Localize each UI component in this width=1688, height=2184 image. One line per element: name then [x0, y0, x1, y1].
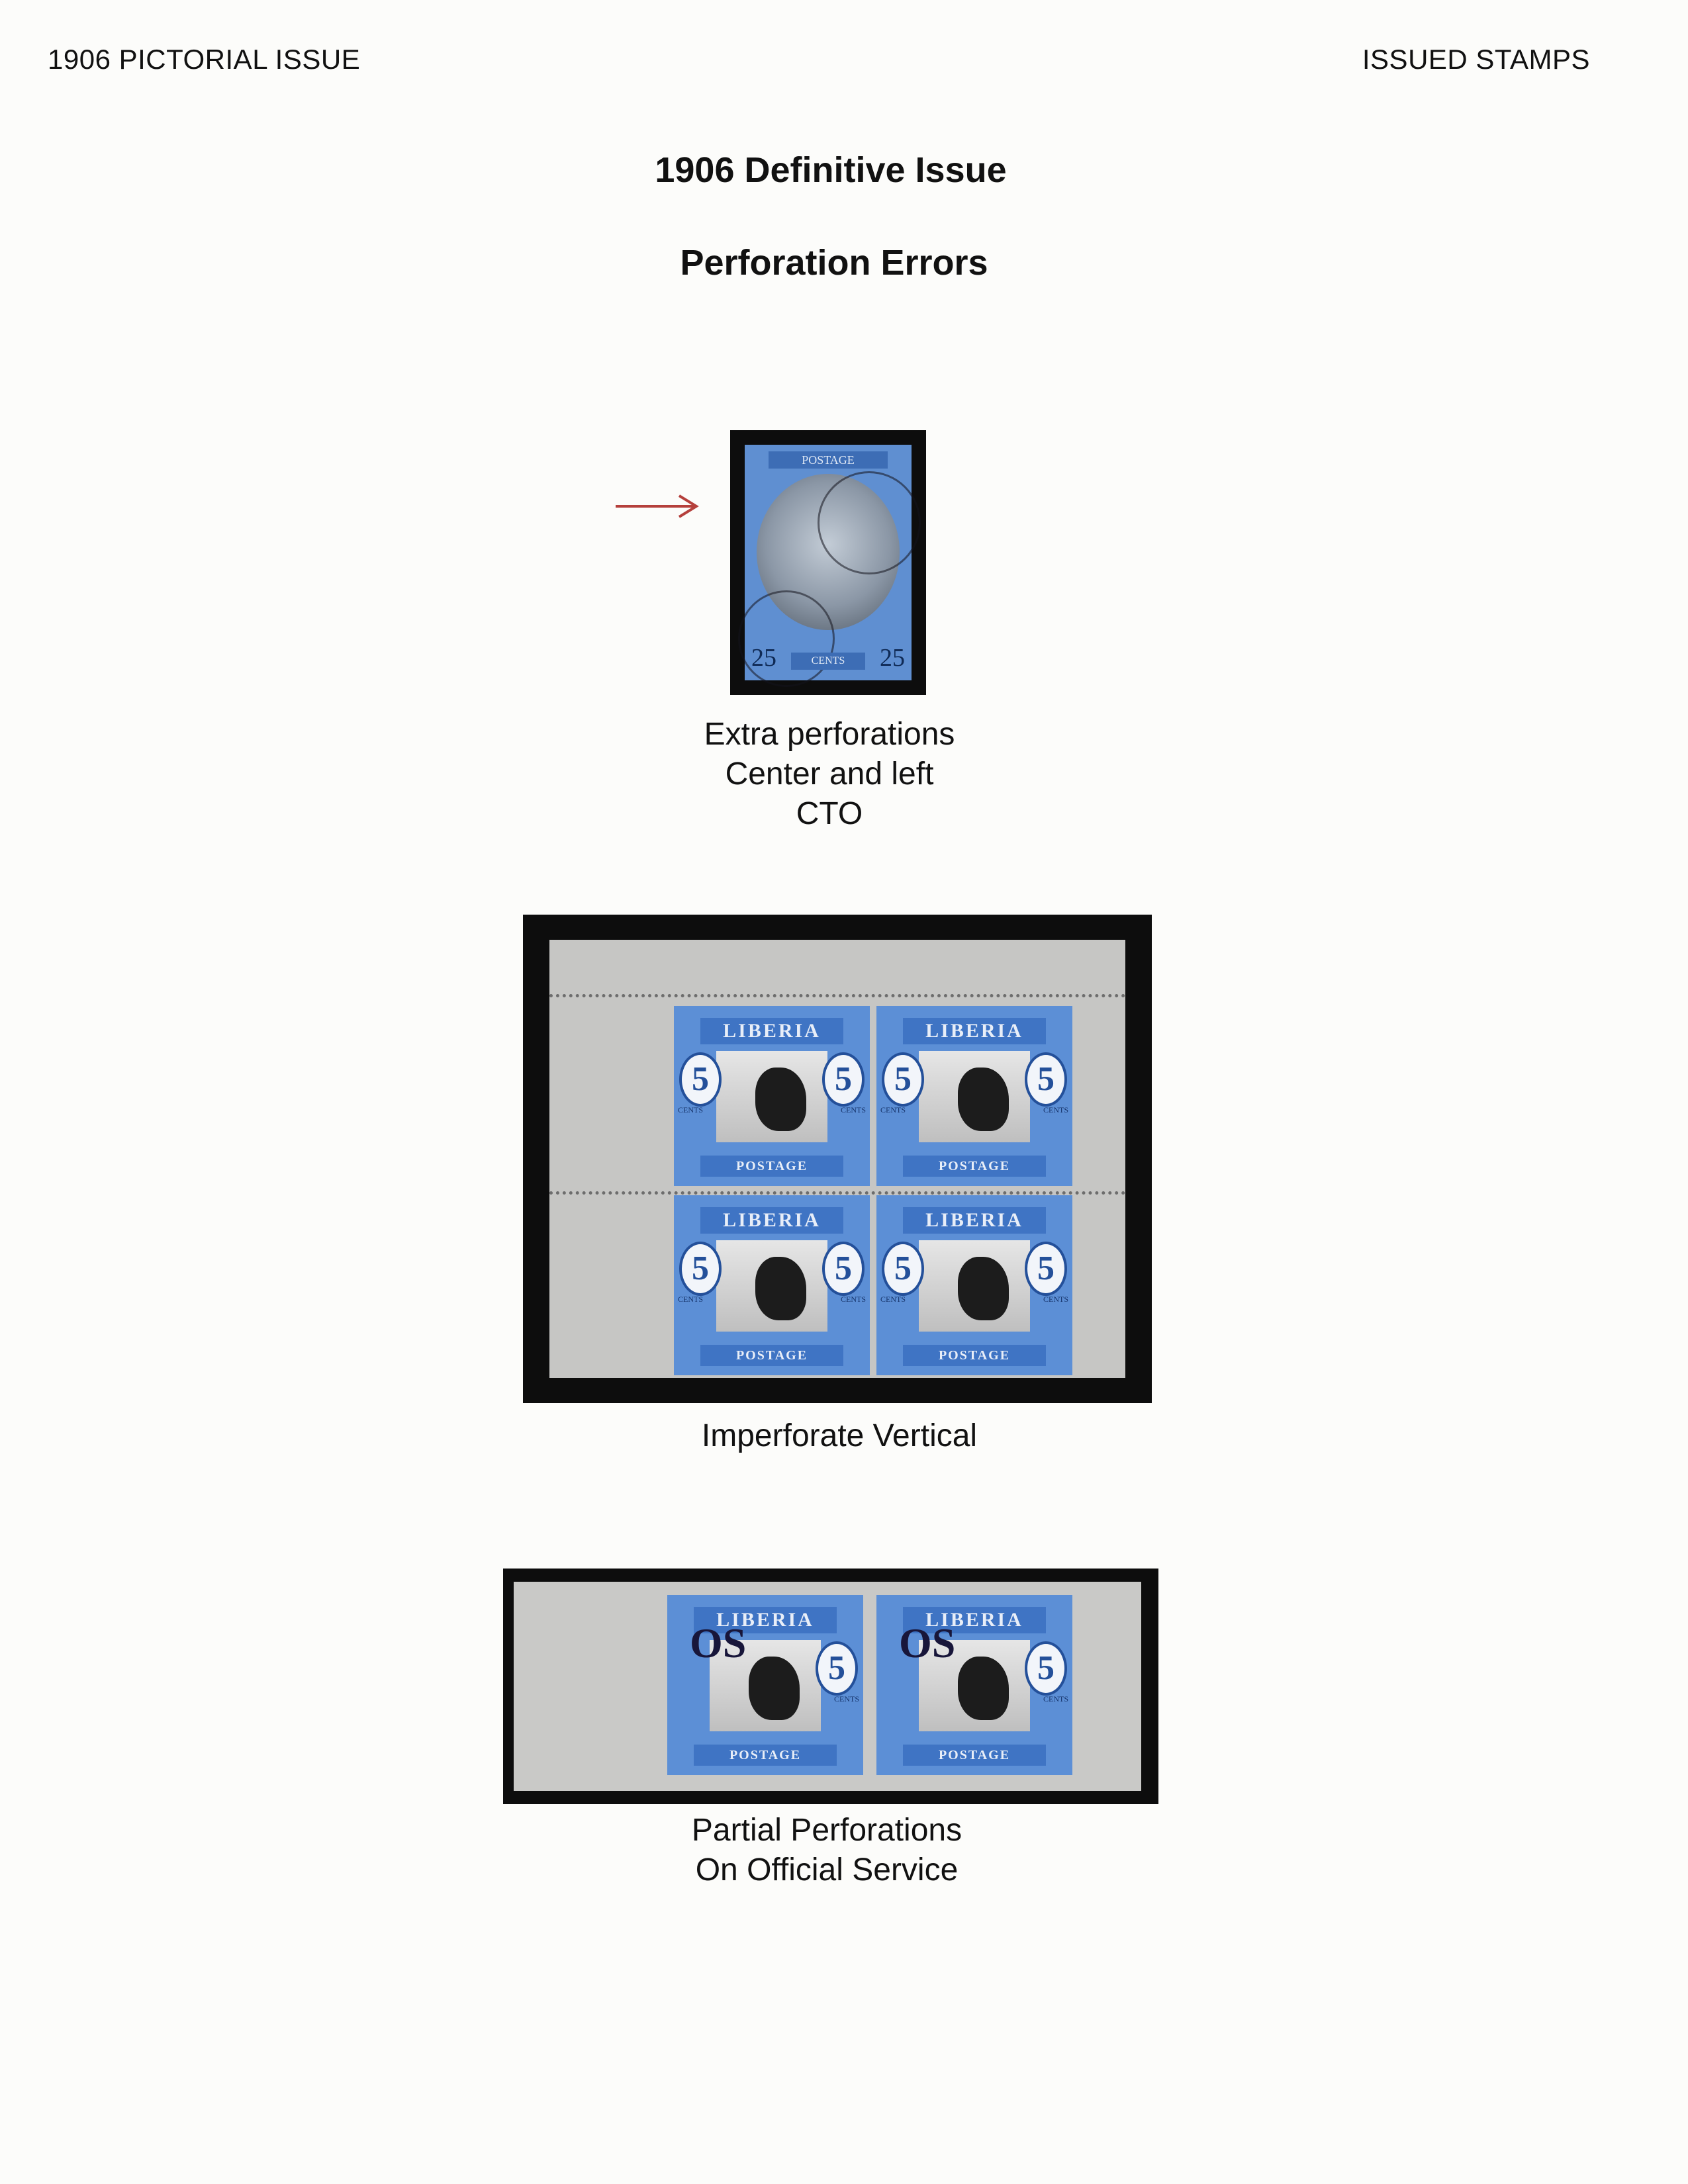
page-header-right: ISSUED STAMPS: [1362, 44, 1590, 75]
stamp-country: LIBERIA: [903, 1207, 1046, 1234]
stamp-value: 5: [882, 1052, 924, 1107]
stamp-5-cents: [876, 1006, 1072, 1186]
stamp-bottom-label: POSTAGE: [903, 1156, 1046, 1177]
chimpanzee-vignette: [755, 1257, 806, 1321]
caption-pair-line-2: On Official Service: [695, 1852, 959, 1888]
stamp-value-left: 25: [751, 644, 776, 672]
chimpanzee-vignette: [755, 1068, 806, 1132]
stamp-country: LIBERIA: [700, 1207, 843, 1234]
stamp-cents: CENTS: [880, 1295, 906, 1304]
page-title: 1906 Definitive Issue: [655, 150, 1007, 190]
stamp-country: LIBERIA: [700, 1018, 843, 1044]
caption-block: Imperforate Vertical: [701, 1418, 978, 1453]
stamp-value: 5: [1025, 1641, 1067, 1696]
perforation-row: [549, 1191, 1125, 1195]
stamp-5-cents: [674, 1006, 870, 1186]
stamp-cents: CENTS: [678, 1105, 704, 1115]
stamp-5-cents: [876, 1195, 1072, 1375]
stamp-mount-single: [730, 430, 926, 695]
stamp-5-cents-official: [876, 1595, 1072, 1775]
stamp-value: 5: [1025, 1052, 1067, 1107]
stamp-value: 5: [679, 1242, 722, 1296]
stamp-cents: CENTS: [840, 1105, 866, 1115]
stamp-block-sheet: [549, 940, 1125, 1378]
caption-single-line-1: Extra perforations: [704, 717, 955, 752]
perforation-row: [549, 994, 1125, 997]
stamp-value: 5: [679, 1052, 722, 1107]
stamp-bottom-label: POSTAGE: [694, 1745, 837, 1766]
caption-single-line-3: CTO: [796, 796, 863, 831]
postmark: [738, 590, 835, 687]
chimpanzee-vignette: [958, 1657, 1009, 1721]
stamp-bottom-label: POSTAGE: [700, 1156, 843, 1177]
stamp-cents: CENTS: [1043, 1295, 1068, 1304]
chimpanzee-vignette: [958, 1068, 1009, 1132]
stamp-cents: CENTS: [678, 1295, 704, 1304]
stamp-bottom-label: POSTAGE: [700, 1345, 843, 1366]
stamp-value: 5: [822, 1242, 865, 1296]
stamp-cents: CENTS: [1043, 1105, 1068, 1115]
stamp-value: 5: [822, 1052, 865, 1107]
stamp-pair-strip: [514, 1582, 1141, 1791]
stamp-value-right: 25: [880, 644, 905, 672]
stamp-cents: CENTS: [880, 1105, 906, 1115]
os-overprint: OS: [690, 1619, 747, 1666]
stamp-country: LIBERIA: [694, 1607, 837, 1633]
stamp-5-cents-official: [667, 1595, 863, 1775]
stamp-value: 5: [816, 1641, 858, 1696]
os-overprint: OS: [899, 1619, 956, 1666]
stamp-mount-block: [523, 915, 1152, 1403]
chimpanzee-vignette: [749, 1657, 800, 1721]
stamp-5-cents: [674, 1195, 870, 1375]
stamp-cents: CENTS: [840, 1295, 866, 1304]
page-header-left: 1906 PICTORIAL ISSUE: [48, 44, 361, 75]
stamp-country: LIBERIA: [903, 1607, 1046, 1633]
postmark: [818, 471, 921, 574]
stamp-bottom-label: CENTS: [791, 653, 865, 670]
stamp-cents: CENTS: [833, 1694, 859, 1704]
chimpanzee-vignette: [958, 1257, 1009, 1321]
stamp-bottom-label: POSTAGE: [903, 1345, 1046, 1366]
page-subtitle: Perforation Errors: [680, 243, 988, 283]
caption-single-line-2: Center and left: [725, 756, 934, 792]
stamp-value: 5: [882, 1242, 924, 1296]
stamp-cents: CENTS: [1043, 1694, 1068, 1704]
arrow-right-icon: [616, 493, 702, 520]
caption-pair-line-1: Partial Perforations: [691, 1813, 962, 1848]
stamp-25-cents: [745, 445, 912, 680]
stamp-mount-pair: [503, 1569, 1158, 1804]
stamp-top-label: POSTAGE: [769, 451, 888, 469]
stamp-country: LIBERIA: [903, 1018, 1046, 1044]
stamp-bottom-label: POSTAGE: [903, 1745, 1046, 1766]
stamp-value: 5: [1025, 1242, 1067, 1296]
